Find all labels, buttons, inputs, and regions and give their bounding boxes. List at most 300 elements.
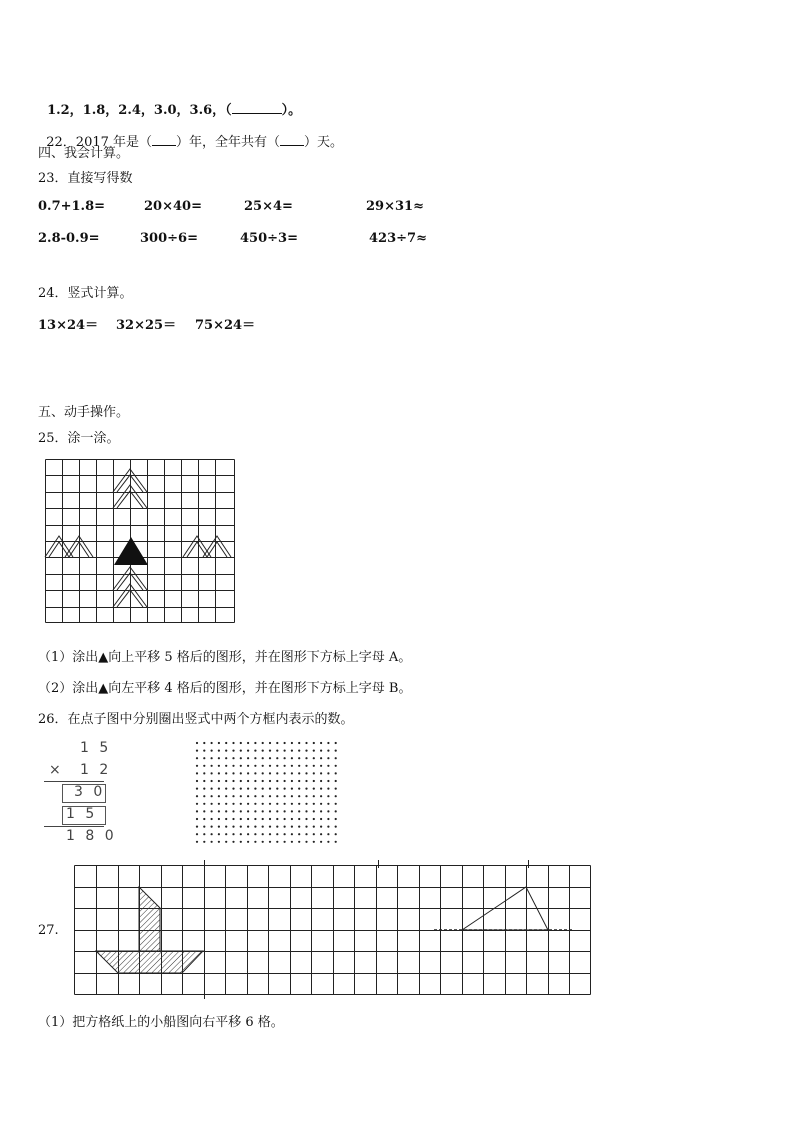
grid-dot[interactable] xyxy=(284,795,286,797)
grid-dot[interactable] xyxy=(262,795,264,797)
grid-dot[interactable] xyxy=(335,818,337,820)
grid-dot[interactable] xyxy=(327,765,329,767)
grid-dot[interactable] xyxy=(298,780,300,782)
q22-year-blank[interactable] xyxy=(152,133,176,146)
grid-dot[interactable] xyxy=(203,826,205,828)
grid-dot[interactable] xyxy=(247,772,249,774)
grid-dot[interactable] xyxy=(298,742,300,744)
grid-dot[interactable] xyxy=(232,818,234,820)
grid-dot[interactable] xyxy=(225,780,227,782)
grid-dot[interactable] xyxy=(327,841,329,843)
grid-dot[interactable] xyxy=(232,757,234,759)
grid-dot[interactable] xyxy=(203,757,205,759)
grid-dot[interactable] xyxy=(327,757,329,759)
grid-dot[interactable] xyxy=(196,765,198,767)
grid-dot[interactable] xyxy=(262,833,264,835)
grid-dot[interactable] xyxy=(320,772,322,774)
grid-dot[interactable] xyxy=(269,818,271,820)
grid-dot[interactable] xyxy=(305,772,307,774)
grid-dot[interactable] xyxy=(203,742,205,744)
grid-dot[interactable] xyxy=(218,826,220,828)
grid-dot[interactable] xyxy=(262,750,264,752)
grid-dot[interactable] xyxy=(269,772,271,774)
grid-dot[interactable] xyxy=(284,765,286,767)
grid-dot[interactable] xyxy=(269,742,271,744)
q22-days-blank[interactable] xyxy=(280,133,304,146)
grid-dot[interactable] xyxy=(262,818,264,820)
grid-dot[interactable] xyxy=(313,833,315,835)
grid-dot[interactable] xyxy=(254,803,256,805)
q23-item: 25×4= xyxy=(244,199,293,214)
grid-dot[interactable] xyxy=(291,788,293,790)
grid-dot[interactable] xyxy=(240,795,242,797)
grid-dot[interactable] xyxy=(240,765,242,767)
grid-dot[interactable] xyxy=(276,757,278,759)
grid-dot[interactable] xyxy=(320,742,322,744)
grid-dot[interactable] xyxy=(269,757,271,759)
grid-dot[interactable] xyxy=(327,772,329,774)
grid-dot[interactable] xyxy=(313,742,315,744)
grid-dot[interactable] xyxy=(276,826,278,828)
grid-dot[interactable] xyxy=(196,757,198,759)
grid-dot[interactable] xyxy=(320,841,322,843)
grid-dot[interactable] xyxy=(247,826,249,828)
grid-dot[interactable] xyxy=(335,765,337,767)
grid-dot[interactable] xyxy=(327,795,329,797)
grid-dot[interactable] xyxy=(305,757,307,759)
grid-dot[interactable] xyxy=(335,841,337,843)
grid-dot[interactable] xyxy=(254,750,256,752)
grid-dot[interactable] xyxy=(196,803,198,805)
grid-dot[interactable] xyxy=(240,742,242,744)
grid-dot[interactable] xyxy=(211,757,213,759)
grid-dot[interactable] xyxy=(335,803,337,805)
grid-dot[interactable] xyxy=(298,795,300,797)
grid-dot[interactable] xyxy=(225,841,227,843)
grid-dot[interactable] xyxy=(327,788,329,790)
grid-dot[interactable] xyxy=(284,742,286,744)
grid-dot[interactable] xyxy=(269,795,271,797)
grid-dot[interactable] xyxy=(320,803,322,805)
grid-dot[interactable] xyxy=(211,750,213,752)
grid-dot[interactable] xyxy=(232,826,234,828)
grid-dot[interactable] xyxy=(211,833,213,835)
grid-dot[interactable] xyxy=(276,818,278,820)
grid-dot[interactable] xyxy=(291,833,293,835)
grid-dot[interactable] xyxy=(196,780,198,782)
grid-dot[interactable] xyxy=(320,826,322,828)
grid-dot[interactable] xyxy=(240,818,242,820)
q23-item: 2.8-0.9= xyxy=(38,231,100,246)
grid-dot[interactable] xyxy=(305,810,307,812)
grid-dot[interactable] xyxy=(276,750,278,752)
grid-dot[interactable] xyxy=(327,803,329,805)
grid-dot[interactable] xyxy=(335,780,337,782)
grid-dot[interactable] xyxy=(291,826,293,828)
grid-dot[interactable] xyxy=(269,833,271,835)
grid-dot[interactable] xyxy=(298,765,300,767)
grid-dot[interactable] xyxy=(254,788,256,790)
grid-dot[interactable] xyxy=(218,742,220,744)
grid-dot[interactable] xyxy=(196,818,198,820)
grid-dot[interactable] xyxy=(225,742,227,744)
grid-dot[interactable] xyxy=(313,757,315,759)
grid-dot[interactable] xyxy=(313,765,315,767)
grid-dot[interactable] xyxy=(203,772,205,774)
grid-dot[interactable] xyxy=(211,765,213,767)
grid-dot[interactable] xyxy=(298,757,300,759)
grid-dot[interactable] xyxy=(298,841,300,843)
q21-text: 1.2，1.8，2.4，3.0，3.6，（ xyxy=(47,103,232,118)
grid-dot[interactable] xyxy=(269,765,271,767)
grid-dot[interactable] xyxy=(211,795,213,797)
grid-dot[interactable] xyxy=(196,833,198,835)
grid-dot[interactable] xyxy=(232,750,234,752)
grid-dot[interactable] xyxy=(218,757,220,759)
grid-dot[interactable] xyxy=(276,795,278,797)
grid-dot[interactable] xyxy=(262,780,264,782)
grid-dot[interactable] xyxy=(232,795,234,797)
divider-line xyxy=(44,781,104,782)
grid-dot[interactable] xyxy=(211,826,213,828)
grid-dot[interactable] xyxy=(247,742,249,744)
grid-dot[interactable] xyxy=(276,833,278,835)
grid-dot[interactable] xyxy=(218,803,220,805)
grid-dot[interactable] xyxy=(254,826,256,828)
grid-dot[interactable] xyxy=(225,795,227,797)
grid-dot[interactable] xyxy=(196,841,198,843)
grid-dot[interactable] xyxy=(240,803,242,805)
grid-dot[interactable] xyxy=(262,788,264,790)
grid-dot[interactable] xyxy=(254,772,256,774)
grid-dot[interactable] xyxy=(218,788,220,790)
grid-dot[interactable] xyxy=(305,803,307,805)
grid-dot[interactable] xyxy=(291,810,293,812)
grid-dot[interactable] xyxy=(247,810,249,812)
grid-dot[interactable] xyxy=(284,818,286,820)
grid-dot[interactable] xyxy=(254,841,256,843)
grid-dot[interactable] xyxy=(218,795,220,797)
grid-dot[interactable] xyxy=(232,841,234,843)
grid-dot[interactable] xyxy=(254,795,256,797)
grid-dot[interactable] xyxy=(247,780,249,782)
grid-dot[interactable] xyxy=(284,803,286,805)
grid-dot[interactable] xyxy=(335,810,337,812)
grid-dot[interactable] xyxy=(240,826,242,828)
grid-dot[interactable] xyxy=(276,788,278,790)
grid-dot[interactable] xyxy=(313,788,315,790)
grid-dot[interactable] xyxy=(305,765,307,767)
grid-dot[interactable] xyxy=(232,742,234,744)
grid-dot[interactable] xyxy=(298,818,300,820)
grid-dot[interactable] xyxy=(284,841,286,843)
grid-dot[interactable] xyxy=(218,772,220,774)
grid-dot[interactable] xyxy=(232,772,234,774)
grid-dot[interactable] xyxy=(262,742,264,744)
grid-dot[interactable] xyxy=(320,757,322,759)
grid-dot[interactable] xyxy=(262,765,264,767)
grid-dot[interactable] xyxy=(335,750,337,752)
grid-dot[interactable] xyxy=(225,765,227,767)
grid-dot[interactable] xyxy=(305,826,307,828)
grid-dot[interactable] xyxy=(291,841,293,843)
grid-dot[interactable] xyxy=(196,795,198,797)
grid-dot[interactable] xyxy=(254,742,256,744)
grid-dot[interactable] xyxy=(232,765,234,767)
grid-dot[interactable] xyxy=(284,757,286,759)
grid-dot[interactable] xyxy=(225,810,227,812)
grid-dot[interactable] xyxy=(291,757,293,759)
grid-dot[interactable] xyxy=(327,810,329,812)
grid-dot[interactable] xyxy=(240,810,242,812)
grid-dot[interactable] xyxy=(196,826,198,828)
grid-dot[interactable] xyxy=(262,810,264,812)
grid-dot[interactable] xyxy=(247,803,249,805)
grid-dot[interactable] xyxy=(320,750,322,752)
grid-dot[interactable] xyxy=(291,818,293,820)
q23-item: 0.7+1.8= xyxy=(38,199,106,214)
grid-dot[interactable] xyxy=(313,772,315,774)
grid-dot[interactable] xyxy=(232,810,234,812)
grid-dot[interactable] xyxy=(240,750,242,752)
grid-dot[interactable] xyxy=(225,803,227,805)
grid-dot[interactable] xyxy=(284,780,286,782)
grid-dot[interactable] xyxy=(284,833,286,835)
q22-part1: 22．2017 年是（ xyxy=(46,135,153,150)
grid-dot[interactable] xyxy=(269,788,271,790)
grid-dot[interactable] xyxy=(232,788,234,790)
grid-dot[interactable] xyxy=(313,750,315,752)
grid-dot[interactable] xyxy=(276,803,278,805)
grid-dot[interactable] xyxy=(269,826,271,828)
q21-answer-blank[interactable] xyxy=(232,101,282,114)
grid-dot[interactable] xyxy=(211,810,213,812)
grid-dot[interactable] xyxy=(284,750,286,752)
grid-dot[interactable] xyxy=(305,780,307,782)
grid-dot[interactable] xyxy=(254,765,256,767)
grid-dot[interactable] xyxy=(225,772,227,774)
grid-dot[interactable] xyxy=(211,841,213,843)
grid-dot[interactable] xyxy=(335,795,337,797)
grid-dot[interactable] xyxy=(240,757,242,759)
q25-sub1: （1）涂出▲向上平移 5 格后的图形，并在图形下方标上字母 A。 xyxy=(38,650,412,665)
grid-dot[interactable] xyxy=(335,833,337,835)
grid-dot[interactable] xyxy=(203,841,205,843)
grid-dot[interactable] xyxy=(284,788,286,790)
grid-dot[interactable] xyxy=(225,826,227,828)
grid-dot[interactable] xyxy=(284,772,286,774)
grid-dot[interactable] xyxy=(240,788,242,790)
grid-dot[interactable] xyxy=(327,750,329,752)
grid-dot[interactable] xyxy=(211,772,213,774)
grid-dot[interactable] xyxy=(335,772,337,774)
grid-dot[interactable] xyxy=(247,757,249,759)
q24-title: 24．竖式计算。 xyxy=(38,286,133,301)
grid-dot[interactable] xyxy=(203,788,205,790)
grid-dot[interactable] xyxy=(298,803,300,805)
grid-dot[interactable] xyxy=(262,772,264,774)
grid-dot[interactable] xyxy=(291,750,293,752)
grid-dot[interactable] xyxy=(327,742,329,744)
grid-dot[interactable] xyxy=(247,788,249,790)
grid-dot[interactable] xyxy=(305,788,307,790)
grid-dot[interactable] xyxy=(291,772,293,774)
grid-dot[interactable] xyxy=(320,818,322,820)
grid-dot[interactable] xyxy=(203,795,205,797)
grid-dot[interactable] xyxy=(269,803,271,805)
grid-dot[interactable] xyxy=(305,795,307,797)
chevron-icon-right xyxy=(183,536,231,557)
grid-dot[interactable] xyxy=(211,803,213,805)
grid-dot[interactable] xyxy=(305,742,307,744)
grid-dot[interactable] xyxy=(232,780,234,782)
grid-dot[interactable] xyxy=(335,742,337,744)
multiplicand: 1 5 xyxy=(80,740,112,756)
grid-dot[interactable] xyxy=(291,765,293,767)
grid-dot[interactable] xyxy=(225,750,227,752)
grid-dot[interactable] xyxy=(284,810,286,812)
grid-dot[interactable] xyxy=(218,833,220,835)
grid-dot[interactable] xyxy=(276,772,278,774)
grid-dot[interactable] xyxy=(218,818,220,820)
grid-dot[interactable] xyxy=(262,757,264,759)
grid-dot[interactable] xyxy=(327,826,329,828)
grid-dot[interactable] xyxy=(276,742,278,744)
grid-dot[interactable] xyxy=(269,841,271,843)
grid-dot[interactable] xyxy=(254,833,256,835)
grid-dot[interactable] xyxy=(232,803,234,805)
grid-dot[interactable] xyxy=(327,780,329,782)
grid-dot[interactable] xyxy=(298,750,300,752)
grid-dot[interactable] xyxy=(276,765,278,767)
grid-dot[interactable] xyxy=(313,795,315,797)
grid-dot[interactable] xyxy=(313,810,315,812)
grid-dot[interactable] xyxy=(247,818,249,820)
section-4-heading: 四、我会计算。 xyxy=(38,146,130,161)
q21-sequence xyxy=(38,84,301,118)
grid-dot[interactable] xyxy=(211,818,213,820)
grid-dot[interactable] xyxy=(203,818,205,820)
grid-dot[interactable] xyxy=(203,803,205,805)
grid-dot[interactable] xyxy=(335,757,337,759)
grid-dot[interactable] xyxy=(196,772,198,774)
grid-dot[interactable] xyxy=(240,833,242,835)
grid-dot[interactable] xyxy=(254,818,256,820)
grid-dot[interactable] xyxy=(218,841,220,843)
grid-dot[interactable] xyxy=(203,833,205,835)
grid-dot[interactable] xyxy=(262,803,264,805)
grid-dot[interactable] xyxy=(298,810,300,812)
grid-dot[interactable] xyxy=(211,788,213,790)
grid-dot[interactable] xyxy=(247,750,249,752)
grid-dot[interactable] xyxy=(254,810,256,812)
grid-dot[interactable] xyxy=(320,765,322,767)
grid-dot[interactable] xyxy=(305,833,307,835)
chevron-icon-left xyxy=(45,536,93,557)
grid-dot[interactable] xyxy=(335,788,337,790)
grid-dot[interactable] xyxy=(313,818,315,820)
grid-dot[interactable] xyxy=(327,833,329,835)
grid-dot[interactable] xyxy=(320,780,322,782)
grid-dot[interactable] xyxy=(305,750,307,752)
grid-dot[interactable] xyxy=(276,780,278,782)
grid-dot[interactable] xyxy=(240,772,242,774)
grid-dot[interactable] xyxy=(291,803,293,805)
grid-dot[interactable] xyxy=(298,826,300,828)
grid-dot[interactable] xyxy=(298,772,300,774)
grid-dot[interactable] xyxy=(335,826,337,828)
grid-dot[interactable] xyxy=(305,818,307,820)
q24-item: 32×25＝ xyxy=(116,318,177,333)
grid-dot[interactable] xyxy=(269,750,271,752)
grid-dot[interactable] xyxy=(211,780,213,782)
grid-dot[interactable] xyxy=(232,833,234,835)
grid-dot[interactable] xyxy=(203,780,205,782)
grid-dot[interactable] xyxy=(240,841,242,843)
grid-dot[interactable] xyxy=(203,810,205,812)
grid-dot[interactable] xyxy=(291,780,293,782)
grid-dot[interactable] xyxy=(203,750,205,752)
grid-dot[interactable] xyxy=(276,810,278,812)
grid-dot[interactable] xyxy=(196,750,198,752)
grid-dot[interactable] xyxy=(254,780,256,782)
grid-dot[interactable] xyxy=(211,742,213,744)
q26-dot-grid[interactable] xyxy=(195,741,341,847)
grid-dot[interactable] xyxy=(313,841,315,843)
grid-dot[interactable] xyxy=(254,757,256,759)
grid-dot[interactable] xyxy=(291,795,293,797)
grid-dot[interactable] xyxy=(247,833,249,835)
grid-dot[interactable] xyxy=(203,765,205,767)
grid-dot[interactable] xyxy=(298,788,300,790)
grid-dot[interactable] xyxy=(313,803,315,805)
grid-dot[interactable] xyxy=(196,810,198,812)
grid-dot[interactable] xyxy=(218,750,220,752)
grid-dot[interactable] xyxy=(269,780,271,782)
grid-dot[interactable] xyxy=(276,841,278,843)
grid-dot[interactable] xyxy=(262,826,264,828)
q23-item: 450÷3= xyxy=(240,231,298,246)
grid-dot[interactable] xyxy=(320,795,322,797)
grid-dot[interactable] xyxy=(320,788,322,790)
grid-dot[interactable] xyxy=(225,818,227,820)
grid-dot[interactable] xyxy=(196,742,198,744)
grid-dot[interactable] xyxy=(313,780,315,782)
grid-dot[interactable] xyxy=(291,742,293,744)
grid-dot[interactable] xyxy=(313,826,315,828)
grid-dot[interactable] xyxy=(218,810,220,812)
grid-dot[interactable] xyxy=(247,765,249,767)
grid-dot[interactable] xyxy=(269,810,271,812)
grid-dot[interactable] xyxy=(247,841,249,843)
section-5-heading: 五、动手操作。 xyxy=(38,405,130,420)
grid-dot[interactable] xyxy=(225,788,227,790)
grid-dot[interactable] xyxy=(320,810,322,812)
grid-dot[interactable] xyxy=(320,833,322,835)
grid-dot[interactable] xyxy=(240,780,242,782)
grid-dot[interactable] xyxy=(196,788,198,790)
grid-dot[interactable] xyxy=(225,757,227,759)
grid-dot[interactable] xyxy=(247,795,249,797)
grid-dot[interactable] xyxy=(305,841,307,843)
grid-dot[interactable] xyxy=(284,826,286,828)
grid-dot[interactable] xyxy=(298,833,300,835)
grid-dot[interactable] xyxy=(225,833,227,835)
grid-dot[interactable] xyxy=(327,818,329,820)
grid-dot[interactable] xyxy=(218,765,220,767)
grid-dot[interactable] xyxy=(218,780,220,782)
grid-dot[interactable] xyxy=(262,841,264,843)
